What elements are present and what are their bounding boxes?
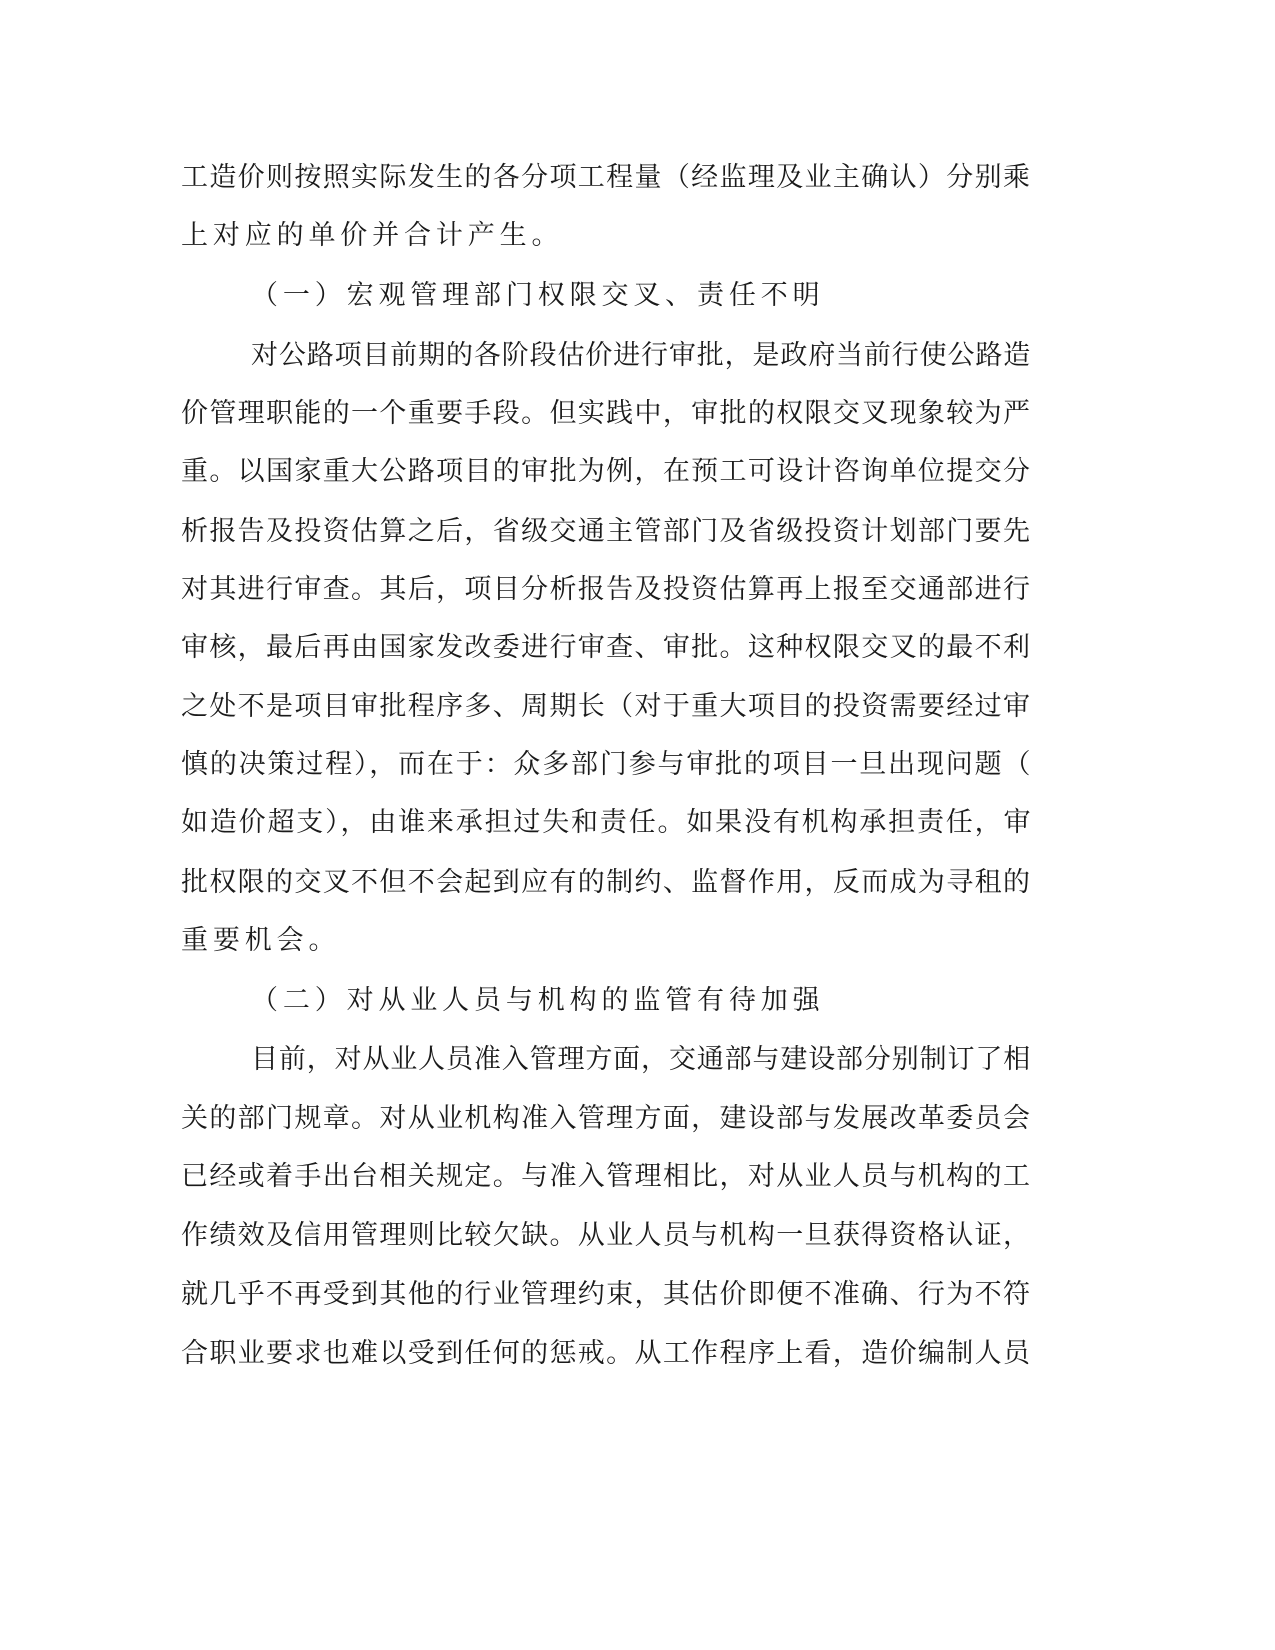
text-line: 重要机会。 <box>181 925 341 956</box>
text-line: 关的部门规章。对从业机构准入管理方面，建设部与发展改革委员会 <box>181 1103 1032 1134</box>
text-line: 如造价超支），由谁来承担过失和责任。如果没有机构承担责任，审 <box>181 807 1033 838</box>
section-heading: （一）宏观管理部门权限交叉、责任不明 <box>251 280 825 311</box>
text-line: 合职业要求也难以受到任何的惩戒。从工作程序上看，造价编制人员 <box>181 1338 1032 1369</box>
text-line: 慎的决策过程），而在于：众多部门参与审批的项目一旦出现问题（ <box>181 749 1033 780</box>
text-line: 析报告及投资估算之后，省级交通主管部门及省级投资计划部门要先 <box>181 516 1032 547</box>
text-line: 之处不是项目审批程序多、周期长（对于重大项目的投资需要经过审 <box>181 691 1032 722</box>
text-line: 对其进行审查。其后，项目分析报告及投资估算再上报至交通部进行 <box>181 574 1032 605</box>
text-line: 目前，对从业人员准入管理方面，交通部与建设部分别制订了相 <box>251 1044 1032 1075</box>
section-heading: （二）对从业人员与机构的监管有待加强 <box>251 985 825 1016</box>
text-line: 重。以国家重大公路项目的审批为例，在预工可设计咨询单位提交分 <box>181 456 1032 487</box>
text-line: 作绩效及信用管理则比较欠缺。从业人员与机构一旦获得资格认证， <box>181 1220 1032 1251</box>
text-line: 审核，最后再由国家发改委进行审查、审批。这种权限交叉的最不利 <box>181 632 1032 663</box>
text-line: 批权限的交叉不但不会起到应有的制约、监督作用，反而成为寻租的 <box>181 867 1032 898</box>
text-line: 已经或着手出台相关规定。与准入管理相比，对从业人员与机构的工 <box>181 1161 1032 1192</box>
text-line: 就几乎不再受到其他的行业管理约束，其估价即便不准确、行为不符 <box>181 1279 1032 1310</box>
text-line: 上对应的单价并合计产生。 <box>181 220 564 251</box>
text-line: 工造价则按照实际发生的各分项工程量（经监理及业主确认）分别乘 <box>181 162 1032 193</box>
text-line: 对公路项目前期的各阶段估价进行审批，是政府当前行使公路造 <box>251 340 1032 371</box>
text-line: 价管理职能的一个重要手段。但实践中，审批的权限交叉现象较为严 <box>181 398 1032 429</box>
